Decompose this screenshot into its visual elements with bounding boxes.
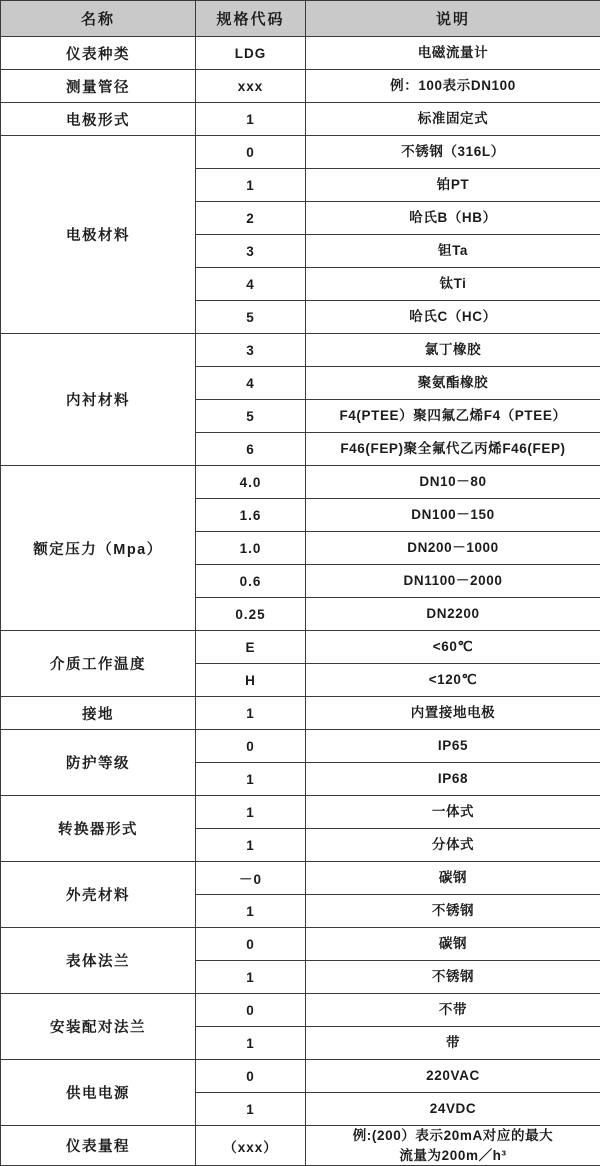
table-row <box>1 928 600 961</box>
row-code-cell: 0 <box>196 136 306 169</box>
row-description-cell: 聚氨酯橡胶 <box>306 367 600 400</box>
row-code-cell: 1.0 <box>196 532 306 565</box>
row-description-cell: 电磁流量计 <box>306 37 600 70</box>
row-description-cell: 钛Ti <box>306 268 600 301</box>
table-row <box>1 136 600 169</box>
row-description-cell: 氯丁橡胶 <box>306 334 600 367</box>
row-description-cell: 标准固定式 <box>306 103 600 136</box>
row-description-cell: 碳钢 <box>306 928 600 961</box>
row-code-cell: 0 <box>196 928 306 961</box>
row-name-cell: 仪表量程 <box>1 1126 196 1166</box>
table-row <box>1 631 600 664</box>
row-code-cell: 1 <box>196 763 306 796</box>
row-name-cell: 外壳材料 <box>1 862 196 928</box>
row-code-cell: 1 <box>196 895 306 928</box>
row-code-cell: －0 <box>196 862 306 895</box>
table-row <box>1 334 600 367</box>
row-description-cell: 分体式 <box>306 829 600 862</box>
row-description-cell: IP65 <box>306 730 600 763</box>
row-code-cell: LDG <box>196 37 306 70</box>
row-description-cell: IP68 <box>306 763 600 796</box>
row-code-cell: 4 <box>196 268 306 301</box>
row-description-cell: 不锈钢（316L） <box>306 136 600 169</box>
row-code-cell: 0.6 <box>196 565 306 598</box>
row-code-cell: 1 <box>196 1093 306 1126</box>
row-name-cell: 电极材料 <box>1 136 196 334</box>
row-name-cell: 内衬材料 <box>1 334 196 466</box>
row-code-cell: 1.6 <box>196 499 306 532</box>
row-code-cell: 5 <box>196 301 306 334</box>
row-code-cell: 5 <box>196 400 306 433</box>
row-description-cell: 碳钢 <box>306 862 600 895</box>
row-code-cell: 1 <box>196 829 306 862</box>
row-code-cell: 4.0 <box>196 466 306 499</box>
table-row <box>1 1060 600 1093</box>
row-code-cell: 2 <box>196 202 306 235</box>
table-row <box>1 730 600 763</box>
column-header-name: 名称 <box>1 1 196 37</box>
row-description-cell: 不锈钢 <box>306 895 600 928</box>
row-description-cell: DN200－1000 <box>306 532 600 565</box>
table-row <box>1 1126 600 1166</box>
row-description-cell: 24VDC <box>306 1093 600 1126</box>
row-code-cell: E <box>196 631 306 664</box>
row-code-cell: 1 <box>196 169 306 202</box>
row-description-cell: 哈氏B（HB） <box>306 202 600 235</box>
row-code-cell: 0.25 <box>196 598 306 631</box>
table-row <box>1 697 600 730</box>
table-row <box>1 994 600 1027</box>
row-description-cell: 铂PT <box>306 169 600 202</box>
row-description-cell: 钽Ta <box>306 235 600 268</box>
row-description-cell: 带 <box>306 1027 600 1060</box>
row-code-cell: 1 <box>196 103 306 136</box>
row-description-cell: 内置接地电极 <box>306 697 600 730</box>
row-description-cell: 不带 <box>306 994 600 1027</box>
row-name-cell: 仪表种类 <box>1 37 196 70</box>
row-code-cell: 1 <box>196 1027 306 1060</box>
row-description-cell: <60℃ <box>306 631 600 664</box>
row-code-cell: 3 <box>196 334 306 367</box>
row-description-cell: 一体式 <box>306 796 600 829</box>
row-name-cell: 转换器形式 <box>1 796 196 862</box>
row-code-cell: H <box>196 664 306 697</box>
row-description-cell: 哈氏C（HC） <box>306 301 600 334</box>
row-description-cell: DN100－150 <box>306 499 600 532</box>
row-description-cell: DN2200 <box>306 598 600 631</box>
row-code-cell: 0 <box>196 994 306 1027</box>
row-name-cell: 电极形式 <box>1 103 196 136</box>
table-row <box>1 796 600 829</box>
row-name-cell: 介质工作温度 <box>1 631 196 697</box>
column-header-code: 规格代码 <box>196 1 306 37</box>
row-code-cell: 0 <box>196 1060 306 1093</box>
row-code-cell: 3 <box>196 235 306 268</box>
row-description-cell: 220VAC <box>306 1060 600 1093</box>
table-row <box>1 37 600 70</box>
row-description-cell: 不锈钢 <box>306 961 600 994</box>
row-name-cell: 额定压力（Mpa） <box>1 466 196 631</box>
row-name-cell: 防护等级 <box>1 730 196 796</box>
row-description-cell: F46(FEP)聚全氟代乙丙烯F46(FEP) <box>306 433 600 466</box>
row-name-cell: 接地 <box>1 697 196 730</box>
row-description-cell: DN10－80 <box>306 466 600 499</box>
table-body <box>1 37 600 1166</box>
row-name-cell: 供电电源 <box>1 1060 196 1126</box>
table-row <box>1 862 600 895</box>
table-header-row <box>1 1 600 37</box>
row-code-cell: 1 <box>196 796 306 829</box>
row-code-cell: 1 <box>196 697 306 730</box>
row-code-cell: 0 <box>196 730 306 763</box>
column-header-description: 说明 <box>306 1 600 37</box>
row-description-cell: F4(PTEE）聚四氟乙烯F4（PTEE） <box>306 400 600 433</box>
table-row <box>1 70 600 103</box>
row-name-cell: 测量管径 <box>1 70 196 103</box>
table-row <box>1 466 600 499</box>
table-row <box>1 103 600 136</box>
row-name-cell: 安装配对法兰 <box>1 994 196 1060</box>
row-code-cell: 4 <box>196 367 306 400</box>
row-description-cell: 例：100表示DN100 <box>306 70 600 103</box>
row-code-cell: xxx <box>196 70 306 103</box>
table-header <box>1 1 600 37</box>
row-description-cell: DN1100－2000 <box>306 565 600 598</box>
row-description-cell: <120℃ <box>306 664 600 697</box>
row-code-cell: 6 <box>196 433 306 466</box>
row-code-cell: 1 <box>196 961 306 994</box>
row-code-cell: （xxx） <box>196 1126 306 1166</box>
row-name-cell: 表体法兰 <box>1 928 196 994</box>
row-description-cell: 例:(200）表示20mA对应的最大 流量为200m／h³ <box>306 1126 600 1166</box>
